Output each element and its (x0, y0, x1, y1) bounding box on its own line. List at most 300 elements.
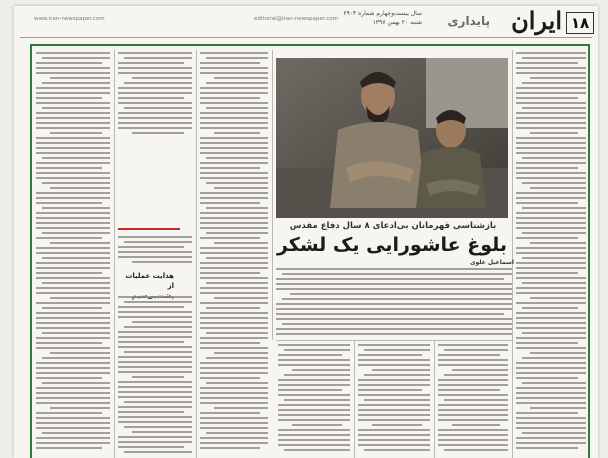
text-line (118, 441, 192, 443)
text-line (36, 162, 110, 164)
website-link[interactable]: www.iran-newspaper.com (34, 16, 105, 22)
text-line (42, 82, 110, 84)
text-line (50, 407, 110, 409)
text-line (516, 402, 586, 404)
body-column (278, 344, 350, 456)
text-line (124, 241, 192, 243)
text-line (36, 372, 110, 374)
text-line (200, 327, 268, 329)
text-line (118, 102, 192, 104)
text-line (200, 167, 260, 169)
text-line (36, 222, 110, 224)
text-line (516, 372, 586, 374)
text-line (36, 172, 110, 174)
text-line (124, 107, 192, 109)
text-line (516, 387, 586, 389)
text-line (36, 67, 110, 69)
text-line (200, 447, 260, 449)
text-line (200, 387, 268, 389)
text-line (118, 256, 192, 258)
text-line (530, 242, 586, 244)
text-line (516, 122, 586, 124)
text-line (200, 137, 268, 139)
text-line (358, 379, 430, 381)
text-line (118, 92, 192, 94)
text-line (530, 297, 586, 299)
text-line (206, 157, 268, 159)
text-line (36, 177, 110, 179)
text-line (522, 357, 586, 359)
text-line (200, 152, 268, 154)
text-line (516, 367, 586, 369)
text-line (200, 442, 268, 444)
editorial-email[interactable]: editorial@iran-newspaper.com (254, 16, 338, 22)
text-line (358, 384, 430, 386)
text-line (522, 257, 586, 259)
text-line (276, 283, 512, 285)
text-line (200, 177, 268, 179)
text-line (516, 422, 586, 424)
text-line (118, 236, 192, 238)
text-line (516, 437, 586, 439)
text-line (200, 372, 268, 374)
text-line (36, 292, 110, 294)
text-line (118, 72, 192, 74)
text-line (206, 57, 268, 59)
masthead (14, 6, 598, 38)
text-line (214, 187, 268, 189)
text-line (444, 399, 508, 401)
body-column (438, 344, 508, 456)
column-divider (272, 50, 273, 340)
text-line (516, 97, 578, 99)
text-line (118, 67, 192, 69)
text-line (36, 342, 102, 344)
text-line (438, 394, 508, 396)
text-line (206, 207, 268, 209)
text-line (516, 142, 586, 144)
text-line (36, 337, 110, 339)
text-line (278, 379, 350, 381)
text-line (36, 422, 110, 424)
text-line (200, 72, 268, 74)
text-line (42, 357, 110, 359)
text-line (132, 261, 192, 263)
text-line (278, 344, 350, 346)
text-line (516, 337, 586, 339)
text-line (516, 312, 586, 314)
text-line (516, 302, 586, 304)
text-line (206, 382, 268, 384)
article-byline: اسماعیل علوی (469, 259, 514, 266)
text-line (118, 371, 192, 373)
text-line (516, 202, 578, 204)
text-line (444, 349, 508, 351)
text-line (36, 267, 110, 269)
text-line (516, 362, 586, 364)
text-line (516, 117, 586, 119)
text-line (372, 369, 430, 371)
text-line (200, 247, 268, 249)
text-line (200, 362, 268, 364)
text-line (522, 107, 586, 109)
text-line (516, 287, 586, 289)
text-line (522, 307, 578, 309)
text-line (118, 336, 192, 338)
text-line (118, 296, 192, 298)
text-line (438, 379, 508, 381)
text-line (530, 352, 586, 354)
article-lead (276, 268, 512, 338)
text-line (530, 77, 586, 79)
text-line (516, 417, 586, 419)
text-line (292, 424, 342, 426)
text-line (358, 389, 422, 391)
text-line (516, 317, 586, 319)
text-line (200, 277, 268, 279)
text-line (516, 342, 578, 344)
row-divider (276, 340, 512, 341)
text-line (516, 52, 586, 54)
text-line (36, 92, 110, 94)
text-line (358, 429, 430, 431)
text-line (50, 187, 110, 189)
text-line (522, 82, 586, 84)
text-line (50, 297, 110, 299)
text-line (364, 374, 430, 376)
text-line (516, 172, 586, 174)
text-line (200, 402, 268, 404)
text-line (200, 437, 268, 439)
text-line (36, 202, 102, 204)
text-line (516, 237, 578, 239)
body-column (358, 344, 430, 456)
text-line (36, 427, 110, 429)
text-line (438, 364, 508, 366)
text-line (358, 359, 430, 361)
text-line (36, 117, 110, 119)
text-line (516, 72, 586, 74)
text-line (200, 67, 268, 69)
text-line (282, 298, 512, 300)
text-line (118, 436, 192, 438)
text-line (200, 172, 268, 174)
text-line (278, 409, 350, 411)
text-line (36, 137, 110, 139)
text-line (118, 117, 192, 119)
text-line (522, 282, 586, 284)
text-line (118, 127, 192, 129)
text-line (200, 102, 268, 104)
text-line (118, 97, 184, 99)
text-line (516, 277, 586, 279)
column-divider (196, 50, 197, 458)
column-divider (354, 340, 355, 458)
text-line (358, 394, 430, 396)
body-column (118, 236, 192, 266)
text-line (200, 397, 268, 399)
text-line (36, 72, 110, 74)
text-line (530, 132, 578, 134)
text-line (200, 292, 268, 294)
text-line (206, 257, 268, 259)
text-line (42, 207, 110, 209)
text-line (36, 252, 110, 254)
text-line (278, 439, 350, 441)
text-line (200, 237, 260, 239)
text-line (118, 446, 184, 448)
text-line (42, 157, 110, 159)
text-line (276, 318, 512, 320)
text-line (118, 406, 192, 408)
text-line (276, 328, 512, 330)
text-line (200, 392, 268, 394)
text-line (438, 359, 508, 361)
text-line (36, 302, 110, 304)
text-line (358, 364, 430, 366)
text-line (124, 82, 192, 84)
text-line (516, 442, 586, 444)
masthead-rule (20, 37, 592, 38)
text-line (278, 414, 350, 416)
text-line (284, 449, 350, 451)
text-line (36, 192, 110, 194)
text-line (124, 57, 192, 59)
text-line (438, 344, 508, 346)
text-line (516, 177, 586, 179)
text-line (118, 52, 192, 54)
text-line (278, 394, 350, 396)
text-line (42, 332, 110, 334)
text-line (516, 392, 586, 394)
text-line (214, 242, 268, 244)
text-line (358, 444, 430, 446)
text-line (214, 352, 268, 354)
text-line (200, 62, 260, 64)
text-line (132, 431, 192, 433)
text-line (358, 404, 430, 406)
text-line (36, 402, 110, 404)
text-line (200, 312, 268, 314)
text-line (200, 337, 268, 339)
text-line (284, 349, 350, 351)
text-line (36, 417, 110, 419)
text-line (132, 321, 192, 323)
text-line (200, 267, 268, 269)
text-line (278, 364, 350, 366)
article-headline: بلوغ عاشورایی یک لشکر (276, 234, 508, 256)
text-line (36, 247, 110, 249)
text-line (276, 278, 504, 280)
text-line (516, 87, 586, 89)
text-line (364, 449, 430, 451)
text-line (516, 112, 586, 114)
text-line (530, 187, 586, 189)
text-line (200, 112, 268, 114)
text-line (118, 331, 192, 333)
text-line (36, 152, 110, 154)
text-line (438, 444, 508, 446)
text-line (530, 407, 586, 409)
text-line (36, 322, 110, 324)
text-line (50, 352, 110, 354)
text-line (214, 297, 268, 299)
text-line (36, 62, 102, 64)
text-line (438, 414, 508, 416)
text-line (206, 282, 268, 284)
text-line (522, 232, 586, 234)
text-line (200, 217, 268, 219)
text-line (364, 399, 430, 401)
text-line (452, 424, 500, 426)
body-column (118, 296, 192, 456)
text-line (276, 313, 504, 315)
text-line (200, 87, 268, 89)
text-line (444, 374, 508, 376)
text-line (36, 362, 110, 364)
text-line (42, 57, 110, 59)
text-line (278, 434, 350, 436)
text-line (36, 272, 102, 274)
text-line (118, 311, 192, 313)
text-line (36, 147, 110, 149)
sidebar-title-line: هدایت عملیات از (125, 272, 174, 290)
text-line (36, 327, 110, 329)
text-line (118, 391, 192, 393)
text-line (292, 369, 350, 371)
text-line (200, 202, 260, 204)
text-line (200, 212, 268, 214)
text-line (124, 451, 192, 453)
text-line (118, 416, 192, 418)
text-line (522, 57, 586, 59)
text-line (124, 351, 192, 353)
text-line (118, 306, 184, 308)
text-line (200, 322, 268, 324)
text-line (36, 237, 102, 239)
text-line (36, 167, 102, 169)
text-line (118, 87, 192, 89)
text-line (444, 449, 508, 451)
text-line (36, 312, 110, 314)
text-line (200, 422, 268, 424)
text-line (516, 162, 586, 164)
text-line (516, 197, 586, 199)
text-line (118, 421, 192, 423)
text-line (200, 52, 268, 54)
newspaper-page (14, 6, 598, 458)
text-line (516, 377, 578, 379)
text-line (438, 434, 508, 436)
text-line (200, 272, 260, 274)
text-line (522, 182, 586, 184)
text-line (278, 359, 350, 361)
text-line (36, 102, 110, 104)
text-line (358, 434, 430, 436)
text-line (42, 257, 110, 259)
text-line (200, 97, 260, 99)
text-line (124, 426, 192, 428)
text-line (206, 232, 268, 234)
text-line (200, 347, 268, 349)
text-line (36, 447, 102, 449)
text-line (36, 387, 110, 389)
text-line (124, 301, 192, 303)
body-column (118, 52, 192, 140)
text-line (516, 322, 586, 324)
text-line (516, 247, 586, 249)
text-line (516, 192, 586, 194)
text-line (36, 347, 110, 349)
text-line (438, 429, 508, 431)
text-line (516, 227, 586, 229)
text-line (452, 369, 508, 371)
page-number: ۱۸ (566, 12, 594, 34)
text-line (118, 341, 184, 343)
text-line (36, 377, 102, 379)
text-line (124, 326, 192, 328)
text-line (200, 227, 268, 229)
column-divider (114, 50, 115, 458)
text-line (276, 308, 512, 310)
text-line (200, 417, 268, 419)
text-line (206, 357, 268, 359)
text-line (206, 307, 260, 309)
text-line (282, 323, 512, 325)
text-line (132, 132, 184, 134)
text-line (200, 342, 260, 344)
text-line (36, 262, 110, 264)
text-line (516, 222, 586, 224)
text-line (516, 127, 586, 129)
text-line (516, 272, 578, 274)
text-line (36, 287, 110, 289)
text-line (278, 444, 350, 446)
text-line (200, 92, 268, 94)
text-line (200, 197, 268, 199)
text-line (36, 442, 110, 444)
text-line (358, 344, 430, 346)
text-line (42, 307, 102, 309)
text-line (276, 303, 512, 305)
text-line (278, 354, 342, 356)
text-line (438, 354, 500, 356)
text-line (200, 367, 268, 369)
text-line (206, 432, 268, 434)
text-line (124, 401, 192, 403)
text-line (118, 411, 184, 413)
text-line (516, 62, 578, 64)
text-line (516, 397, 586, 399)
text-line (516, 447, 578, 449)
text-line (42, 282, 110, 284)
text-line (364, 349, 430, 351)
soldiers-photo (276, 58, 508, 218)
text-line (516, 252, 586, 254)
text-line (36, 412, 102, 414)
text-line (36, 212, 110, 214)
text-line (278, 419, 350, 421)
text-line (200, 147, 268, 149)
text-line (358, 409, 430, 411)
text-line (214, 407, 268, 409)
text-line (516, 327, 586, 329)
text-line (118, 381, 192, 383)
text-line (276, 333, 512, 335)
text-line (438, 384, 508, 386)
text-line (516, 152, 586, 154)
text-line (516, 427, 586, 429)
